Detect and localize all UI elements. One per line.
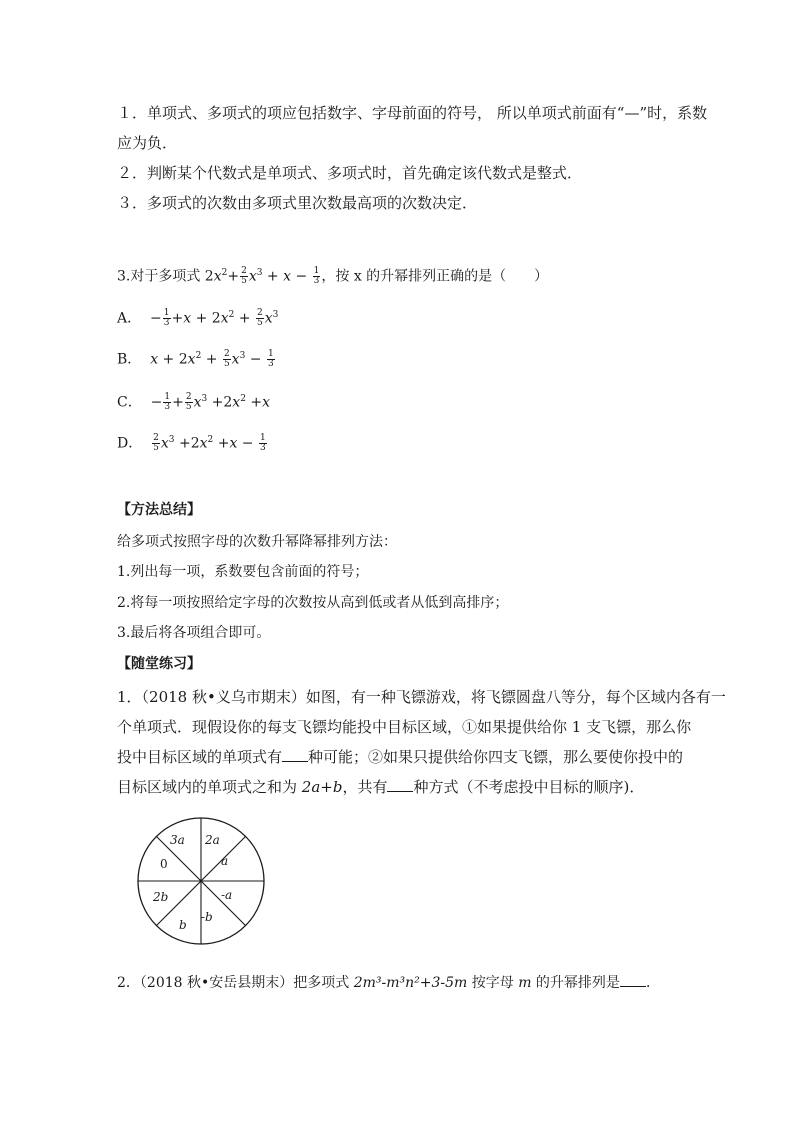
dart-label-3a: 3a [170, 833, 185, 847]
option-d[interactable]: D． $\frac{2}{5}$ $x^3 +2x^2 +x$ − $\frac{1}{3}$ [117, 433, 266, 454]
option-b[interactable]: B． $x + 2x^2$ + $\frac{2}{5}$ $x^3$ − $\frac{1}{3}$ [117, 349, 274, 370]
answer-blank-2[interactable] [387, 777, 413, 792]
note-2: ２．判断某个代数式是单项式、多项式时，首先确定该代数式是整式． [117, 164, 583, 182]
method-step-3: 3.最后将各项组合即可。 [117, 625, 271, 641]
note-1-cont: 应为负． [117, 134, 178, 152]
method-step-1: 1.列出每一项，系数要包含前面的符号； [117, 564, 369, 580]
note-1: １．单项式、多项式的项应包括数字、字母前面的符号， 所以单项式前面有“—”时，系数 [117, 104, 708, 122]
dart-label-0: 0 [160, 857, 168, 871]
practice-title: 【随堂练习】 [117, 656, 201, 672]
method-step-2: 2.将每一项按照给定字母的次数按从高到低或者从低到高排序； [117, 595, 509, 611]
practice-q1-line3: 投中目标区域的单项式有 种可能；②如果只提供给你四支飞镖，那么要使你投中的 [117, 748, 684, 766]
dart-label-neg-b: -b [201, 910, 213, 924]
option-a[interactable]: A． − $\frac{1}{3}$ $+x + 2x^2$ + $\frac{2}{5}$ $x^3$ [117, 308, 279, 329]
practice-q1-line4: 目标区域内的单项式之和为 2a+b，共有 种方式（不考虑投中目标的顺序)． [117, 778, 645, 796]
practice-q2: 2．（2018 秋•安岳县期末）把多项式 2m³-m³n²+3-5m 按字母 m 的升幂排列是 ． [117, 972, 660, 993]
dart-label-a: a [221, 854, 229, 868]
dart-label-b: b [179, 918, 187, 932]
answer-blank-1[interactable] [282, 747, 308, 762]
question-3: 3.对于多项式 $2x^2+$ $\frac{2}{5}$ $x^3 + x$ − $\frac{1}{3}$ ，按 x 的升幂排列正确的是（ ） [117, 266, 549, 287]
note-3: ３．多项式的次数由多项式里次数最高项的次数决定． [117, 194, 478, 212]
dartboard-diagram [133, 813, 269, 949]
practice-q1-line1: 1．（2018 秋•义乌市期末）如图，有一种飞镖游戏，将飞镖圆盘八等分，每个区域内各有一 [117, 688, 726, 706]
answer-blank-3[interactable] [620, 972, 646, 987]
dart-label-neg-a: -a [221, 888, 233, 902]
dart-label-2b: 2b [153, 890, 169, 904]
dart-label-2a: 2a [205, 833, 220, 847]
method-intro: 给多项式按照字母的次数升幂降幂排列方法： [117, 534, 397, 550]
practice-q1-line2: 个单项式．现假设你的每支飞镖均能投中目标区域，①如果提供给你 1 支飞镖，那么你 [117, 718, 692, 736]
method-title: 【方法总结】 [117, 502, 201, 518]
option-c[interactable]: C． − $\frac{1}{3}$ + $\frac{2}{5}$ $x^3 +2x^2 +x$ [117, 392, 271, 413]
